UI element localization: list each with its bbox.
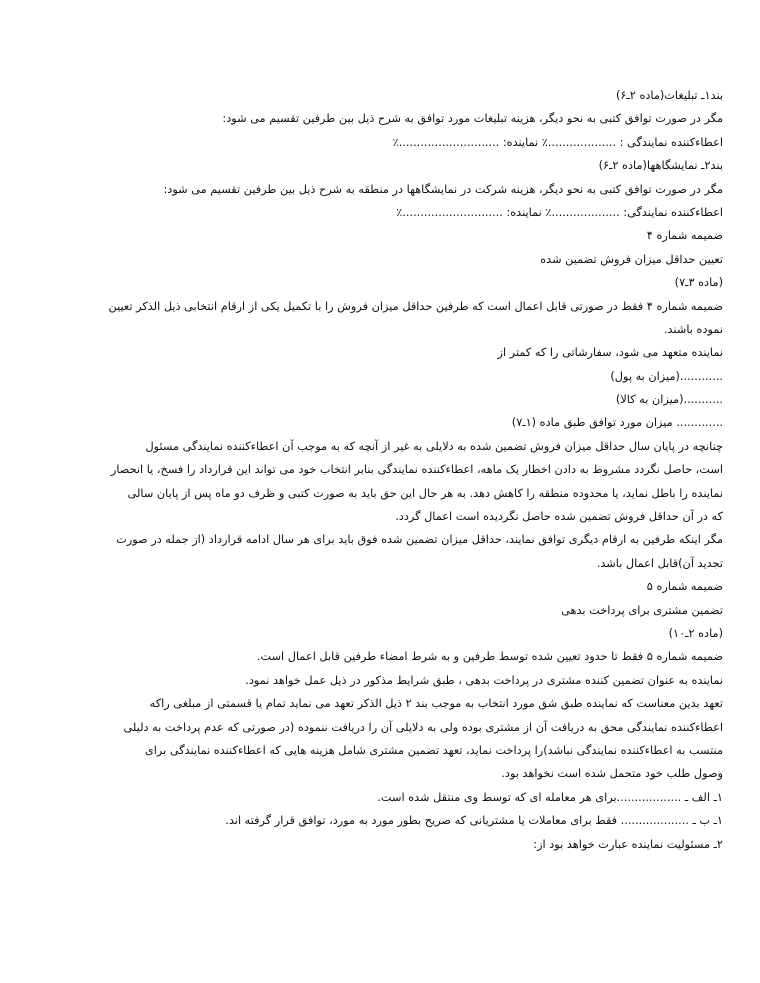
clause-1-share-line: اعطاءکننده نمایندگی : ...................٪ نماینده: ............................٪ bbox=[392, 135, 723, 149]
annex-5-paragraph-line: اعطاءکننده نمایندگی محق به دریافت آن از مشتری بوده ولی به دلایلی آن را دریافت ننموده (در صورتی که عدم پرداخت به دلیلی bbox=[123, 720, 723, 734]
annex-5-paragraph-line: تعهد بدین معناست که نماینده طبق شق مورد انتخاب به موجب بند ۲ ذیل الذکر تعهد می نماید تمام یا قسمتی از مبلغی راکه bbox=[149, 697, 723, 711]
annex-4-subtitle: تعیین حداقل میزان فروش تضمین شده bbox=[540, 252, 723, 266]
annex-5-option-a: ۱ـ الف ـ ..................برای هر معامله ای که توسط وی منتقل شده است. bbox=[377, 790, 723, 804]
annex-4-option-goods: ...........(میزان به کالا) bbox=[615, 393, 723, 407]
contract-annex-text bbox=[55, 84, 723, 856]
annex-4-paragraph-line: است، حاصل نگردد مشروط به دادن اخطار یک ماهه، اعطاءکننده نمایندگی بنابر انتخاب خود می تواند این قرارداد را فسخ، یا انحصار bbox=[110, 463, 723, 477]
annex-4-paragraph-line: چنانچه در پایان سال حداقل میزان فروش تضمین شده به دلایلی به غیر از آنچه که به موجب آن اعطاءکننده نمایندگی مسئول bbox=[145, 439, 723, 453]
annex-4-paragraph-line: نموده باشند. bbox=[663, 322, 723, 336]
annex-5-title: ضمیمه شماره ۵ bbox=[646, 580, 723, 594]
annex-4-article-ref: (ماده ۳ـ۷) bbox=[674, 276, 723, 290]
annex-4-title: ضمیمه شماره ۴ bbox=[646, 229, 723, 243]
annex-5-paragraph-line: منتسب به اعطاءکننده نمایندگی نباشد)را پرداخت نماید، تعهد تضمین مشتری شامل هزینه هایی که اعطاءکننده نمایندگی برای bbox=[144, 743, 723, 757]
annex-4-paragraph-line: ضمیمه شماره ۴ فقط در صورتی قابل اعمال است که طرفین حداقل میزان فروش را با تکمیل یکی از ارقام انتخابی ذیل الذکر تعیین bbox=[108, 299, 723, 313]
annex-4-paragraph-line: مگر اینکه طرفین به ارقام دیگری توافق نمایند، حداقل میزان تضمین شده فوق باید برای هر سال ادامه قرارداد (از جمله در صورت bbox=[116, 533, 723, 547]
clause-2-share-line: اعطاءکننده نمایندگی: ...................٪ نماینده: ............................٪ bbox=[396, 205, 723, 219]
annex-5-liability-heading: ۲ـ مسئولیت نماینده عبارت خواهد بود از: bbox=[533, 837, 723, 851]
annex-4-paragraph-line: که در آن حداقل فروش تضمین شده حاصل نگردیده است اعمال گردد. bbox=[395, 510, 723, 524]
clause-1-text: مگر در صورت توافق کتبی به نحو دیگر، هزینه تبلیغات مورد توافق به شرح ذیل بین طرفین تقسیم می شود: bbox=[222, 112, 723, 126]
annex-5-paragraph-line: ضمیمه شماره ۵ فقط تا حدود تعیین شده توسط طرفین و به شرط امضاء طرفین قابل اعمال است. bbox=[256, 650, 723, 664]
annex-5-paragraph-line: وصول طلب خود متحمل شده است نخواهد بود. bbox=[501, 767, 723, 781]
clause-2-heading: بند۲ـ نمایشگاهها(ماده ۲ـ۶) bbox=[598, 159, 723, 173]
clause-2-text: مگر در صورت توافق کتبی به نحو دیگر، هزینه شرکت در نمایشگاهها در منطقه به شرح ذیل بین طرفین تقسیم می شود: bbox=[163, 182, 723, 196]
annex-4-paragraph-line: تجدید آن)قابل اعمال باشد. bbox=[596, 556, 723, 570]
annex-4-option-money: ............(میزان به پول) bbox=[610, 369, 723, 383]
annex-5-subtitle: تضمین مشتری برای پرداخت بدهی bbox=[561, 603, 723, 617]
clause-1-heading: بند۱ـ تبلیغات(ماده ۲ـ۶) bbox=[615, 89, 723, 102]
annex-5-option-b: ۱ـ ب ـ ................... فقط برای معاملات یا مشتریانی که صریح بطور مورد به مورد، توافق قرار گرفته اند. bbox=[225, 814, 723, 828]
annex-5-article-ref: (ماده ۲ـ۱۰) bbox=[668, 626, 723, 640]
annex-4-paragraph-line: نماینده را باطل نماید، یا محدوده منطقه را کاهش دهد. به هر حال این حق باید به صورت کتبی و ظرف دو ماه پس از پایان سالی bbox=[127, 486, 723, 500]
annex-5-paragraph-line: نماینده به عنوان تضمین کننده مشتری در پرداخت بدهی ، طبق شرایط مذکور در ذیل عمل خواهد نمود. bbox=[245, 673, 723, 687]
annex-4-option-agreed: ............. میزان مورد توافق طبق ماده (۱ـ۷) bbox=[511, 416, 723, 430]
annex-4-commitment: نماینده متعهد می شود، سفارشاتی را که کمتر از bbox=[497, 346, 723, 360]
